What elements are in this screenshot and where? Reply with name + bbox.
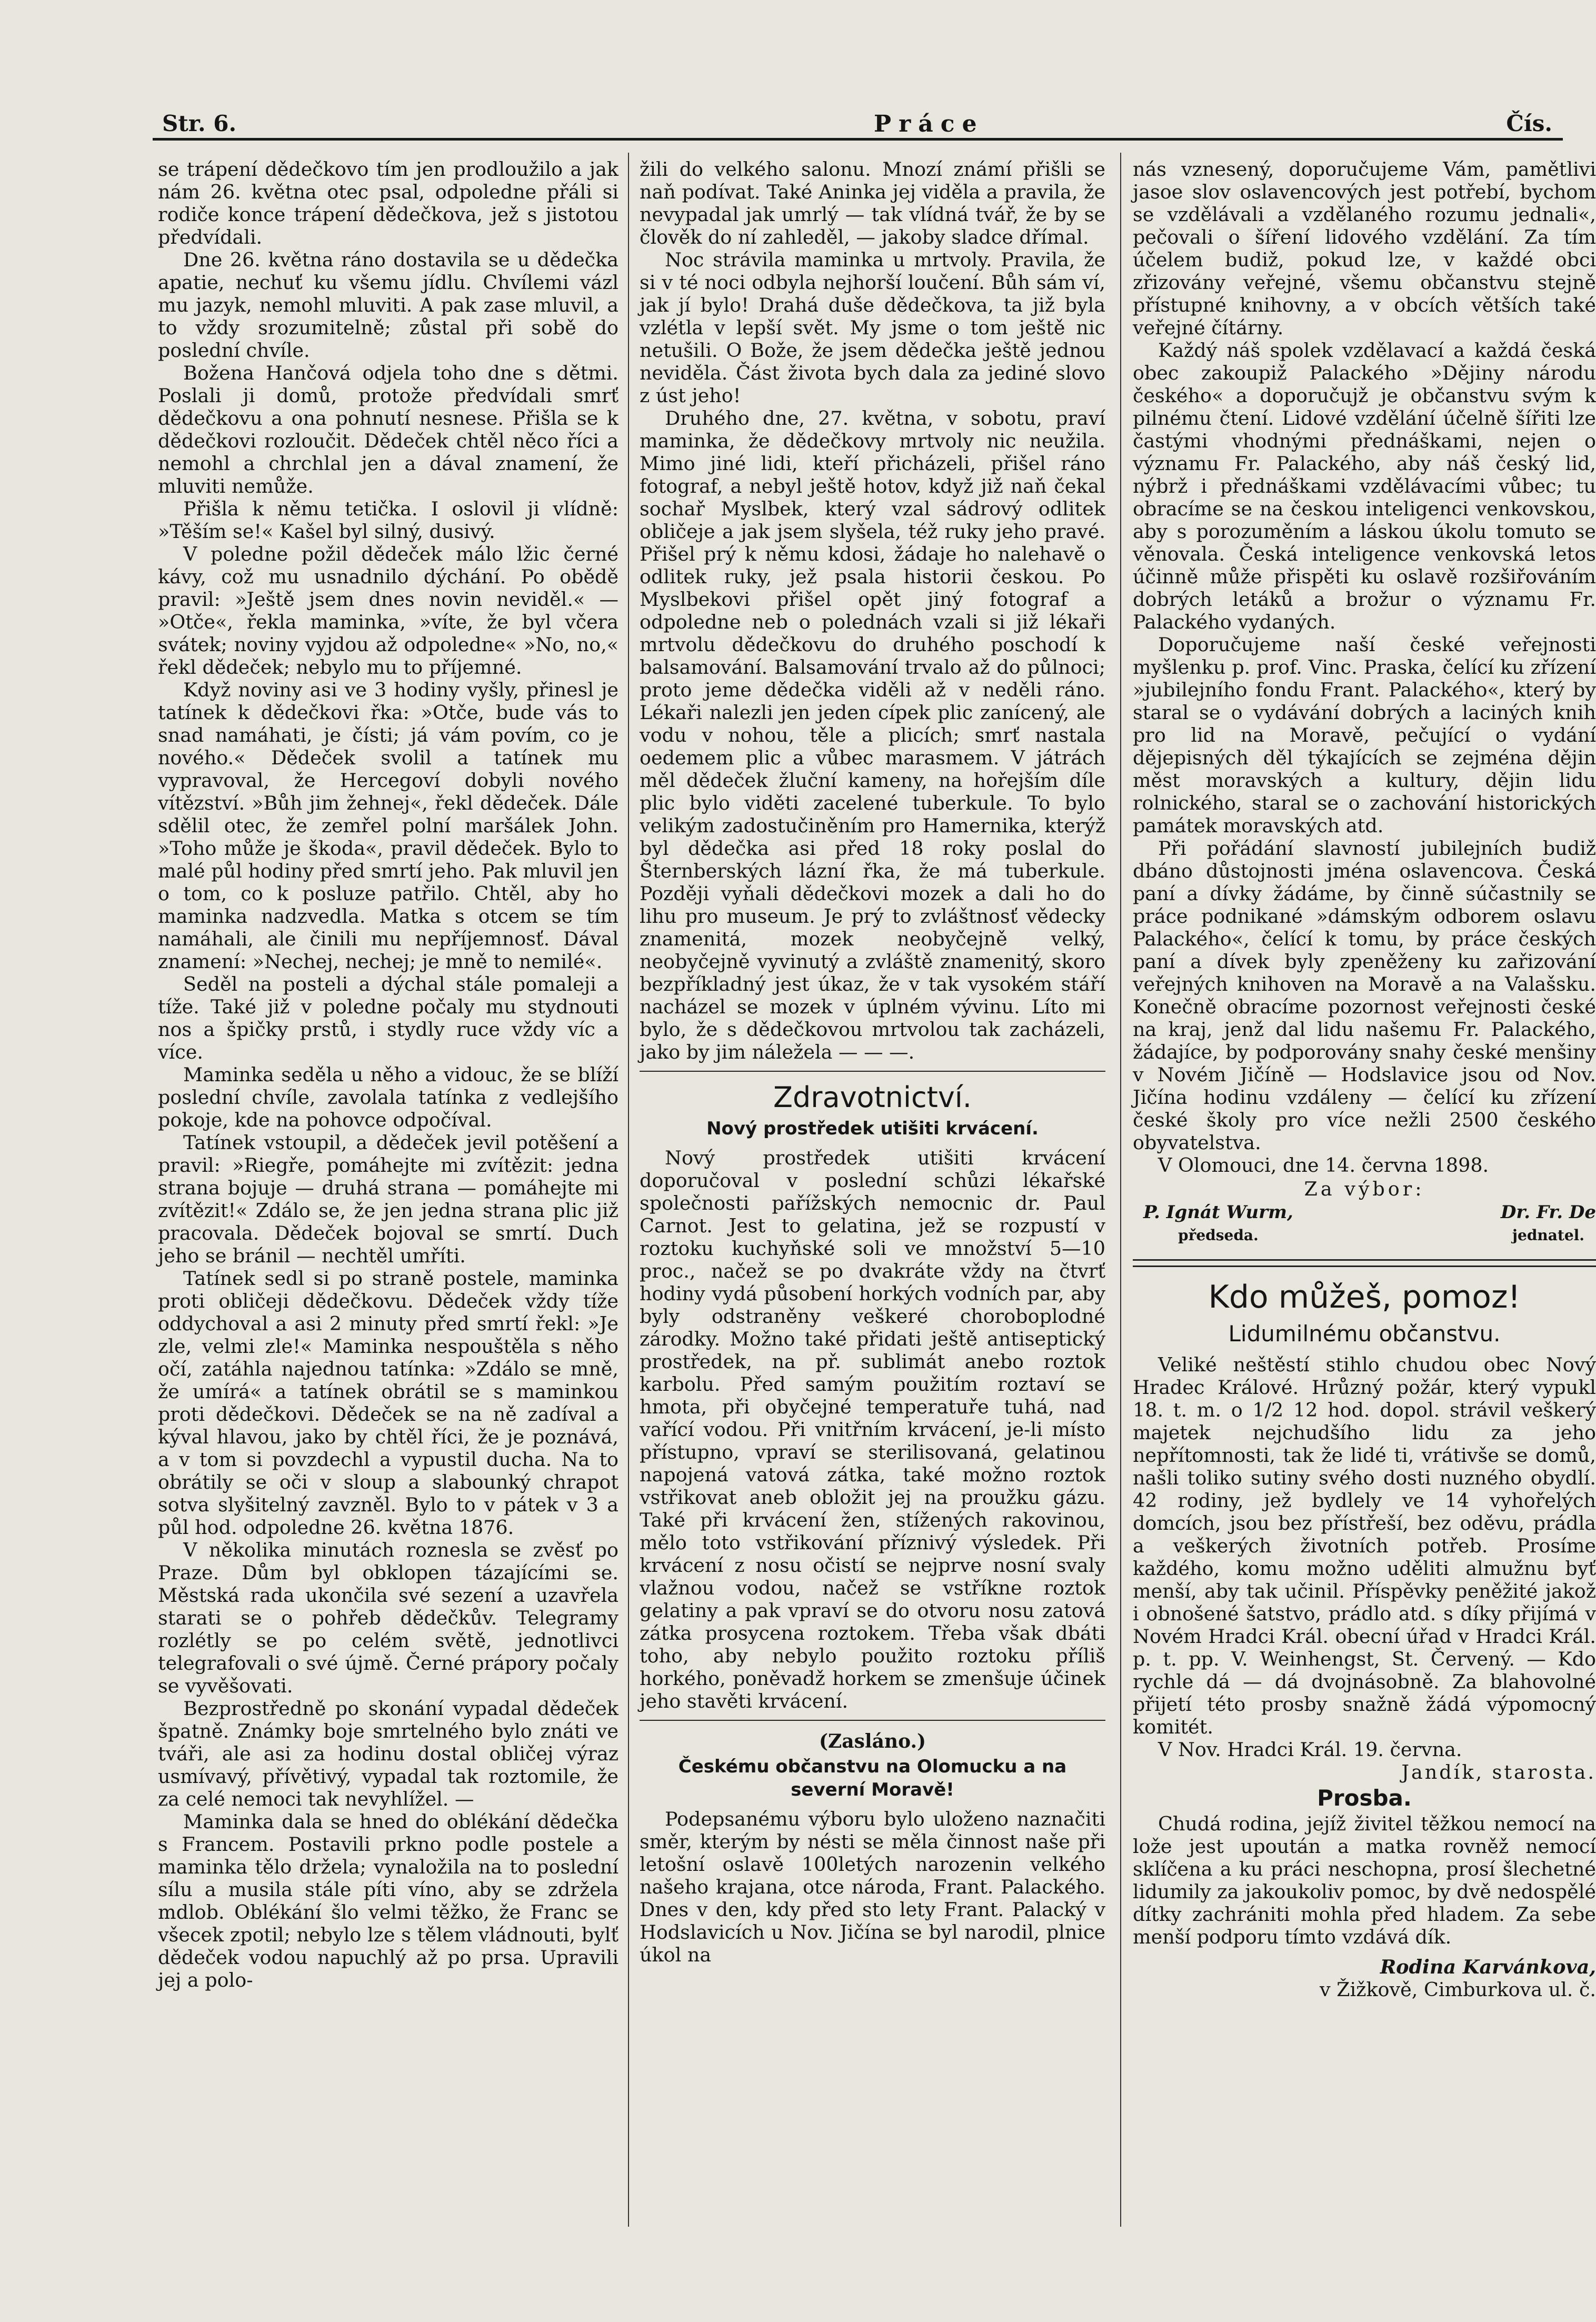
paragraph: Dne 26. května ráno dostavila se u dědečka apatie, nechuť ku všemu jídlu. Chvílemi vázl mu jazyk, nemohl mluviti. A pak zase mluvil, a to vždy srozumitelně; zůstal při sobě do poslední chvíle. (158, 248, 619, 362)
paragraph: Božena Hančová odjela toho dne s dětmi. Poslali ji domů, protože předvídali smrť dědečkovu a ona pohnutí nesnese. Přišla se k dědečkovi rozloučit. Dědeček chtěl něco říci a nemohl a chrchlal jen a dával znamení, že mluviti nemůže. (158, 362, 619, 497)
signature-left (1143, 1201, 1293, 1247)
paragraph: se trápení dědečkovo tím jen prodloužilo a jak nám 26. května otec psal, odpoledne přáli si rodiče konce trápení dědečkova, jež s jistotou předvídali. (158, 158, 619, 248)
paragraph: Nový prostředek utišiti krvácení doporučoval v poslední schůzi lékařské společnosti pařížských nemocnic dr. Paul Carnot. Jest to gelatina, jež se rozpustí v roztoku kuchyňské soli ve množství 5—10 proc., načež se po dvakráte vždy na čtvrť hodiny vydá působení horkých vodních par, aby byly odstraněny veškeré choroboplodné zárodky. Možno také přidati ještě antiseptický prostředek, na př. sublimát anebo roztok karbolu. Před samým použitím roztaví se hmota, při obyčejné temperatuře tuhá, nad vařící vodou. Při vnitřním krvácení, je-li místo přístupno, vpraví se sterilisovaná, gelatinou napojená vatová zátka, také možno roztok vstřikovat aneb obložit jej na proužku gázu. Také při krvácení žen, stížených rakovinou, mělo toto vstřikování příznivý výsledek. Při krvácení z nosu očistí se nejprve nosní svaly vlažnou vodou, načež se vstříkne roztok gelatiny a pak vpraví se do otvoru nosu zatová zátka prosycena roztokem. Třeba však dbáti toho, aby nebylo použito roztoku příliš horkého, poněvadž horkem se zmenšuje účinek jeho stavěti krvácení. (640, 1147, 1105, 1712)
section-rule (640, 1720, 1105, 1721)
signer-name: Rodina Karvánkova, (1380, 1956, 1596, 1978)
column-3 (1133, 158, 1596, 2001)
appeal-subheadline: Lidumilnému občanstvu. (1228, 1321, 1501, 1347)
masthead-title: Práce (874, 111, 984, 137)
column-divider (628, 153, 629, 2227)
dateline: V Olomouci, dne 14. června 1898. (1158, 1154, 1489, 1177)
signer-role: jednatel. (1512, 1227, 1585, 1244)
paragraph: Seděl na posteli a dýchal stále pomaleji a tíže. Také již v poledne počaly mu stydnouti nos a špičky prstů, i stydly ruce vždy víc a více. (158, 973, 619, 1063)
paragraph: Bezprostředně po skonání vypadal dědeček špatně. Známky boje smrtelného bylo znáti ve tváři, ale asi za hodinu dostal obličej výraz usmívavý, přívětivý, vypadal tak roztomile, že za celé nemoci tak nevyhlížel. — (158, 1697, 619, 1810)
paragraph: Druhého dne, 27. května, v sobotu, praví maminka, že dědečkovy mrtvoly nic neužila. Mimo jiné lidi, kteří přicházeli, přišel ráno fotograf, a nebyl ještě hotov, když již naň čekal sochař Myslbek, který vzal sádrový odlitek obličeje a jak jsem slyšela, též ruky jeho pravé. Přišel prý k němu kdosi, žádaje ho nalehavě o odlitek ruky, jež psala historii českou. Po Myslbekovi přišel opět jiný fotograf a odpoledne neb o polednách vzali si již lékaři mrtvolu dědečkovu do druhého poschodí k balsamování. Balsamování trvalo až do půlnoci; proto jeme dědečka viděli až v neděli ráno. Lékaři nalezli jen jeden cípek plic zanícený, ale vodu v nohou, těle a plicích; smrť nastala oedemem plic a vůbec marasmem. V játrách měl dědeček žluční kameny, na hořejším díle plic bylo viděti zacelené tuberkule. To bylo velikým zadostučiněním pro Hamernika, kterýž byl dědečka asi před 18 roky poslal do Šternberských lázní řka, že má tuberkule. Později vyňali dědečkovi mozek a dali ho do lihu pro museum. Je prý to zvláštnosť vědecky znamenitá, mozek neobyčejně velký, neobyčejně vyvinutý a zvláště znamenitý, skoro bezpříkladný jest úkaz, že v tak vysokém stáří nacházel se mozek v úplném vývinu. Líto mi bylo, že s dědečkovou mrtvolou tak zacházeli, jako by jim náležela — — —. (640, 407, 1105, 1063)
signer: Jandík, starosta. (1401, 1761, 1596, 1783)
dateline: V Nov. Hradci Král. 19. června. (1158, 1738, 1462, 1761)
paragraph: Každý náš spolek vzdělavací a každá česká obec zakoupiž Palackého »Dějiny národu českého« a doporučujž je občanstvu svým k pilnému čtení. Lidové vzdělání účelně šířiti lze častými vhodnými přednáškami, nejen o významu Fr. Palackého, aby náš český lid, nýbrž i přednáškami vzdělávacími vůbec; tu obracíme se na českou inteligenci venkovskou, aby s porozuměním a láskou úkolu tomuto se věnovala. Česká inteligence venkovská letos účinně může přispěti ku oslavě rozšiřováním dobrých letáků a brožur o významu Fr. Palackého vydaných. (1133, 339, 1596, 633)
paragraph: Podepsanému výboru bylo uloženo naznačiti směr, kterým by nésti se měla činnost naše při letošní oslavě 100letých narozenin velkého našeho krajana, otce národa, Frant. Palackého. Dnes v den, kdy před sto lety Frant. Palacký v Hodslavicích u Nov. Jičína se byl narodil, plnice úkol na (640, 1808, 1105, 1966)
paragraph: Chudá rodina, jejíž živitel těžkou nemocí na lože jest upoután a matka rovněž nemocí sklíčena a ku práci neschopna, prosí šlechetné lidumily za jakoukoliv pomoc, by dvě nedospělé dítky zachrániti mohla před hladem. Za sebe menší podporu tímto vzdává dík. (1133, 1812, 1596, 1948)
page-header (153, 103, 1563, 140)
paragraph: Doporučujeme naší české veřejnosti myšlenku p. prof. Vinc. Praska, čelící ku zřízení »jubilejního fondu Frant. Palackého«, který by staral se o vydávání dobrých a laciných knih pro lid na Moravě, pečující o vydání dějepisných děl týkajících se zejména dějin měst moravských a kultury, dějin lidu rolnického, staral se o zachování historických památek moravských atd. (1133, 633, 1596, 837)
issue-number: Čís. (1506, 111, 1552, 136)
paragraph: žili do velkého salonu. Mnozí známí přišli se naň podívat. Také Aninka jej viděla a pravila, že nevypadal jak umrlý — tak vlídná tvář, že by se člověk do ní zahleděl, — jakoby sladce dřímal. (640, 158, 1105, 248)
header-rule (153, 138, 1563, 141)
page-number: Str. 6. (162, 111, 237, 136)
paragraph: Maminka seděla u něho a vidouc, že se blíží poslední chvíle, zavolala tatínka z vedlejšího pokoje, kde na pohovce odpočíval. (158, 1063, 619, 1131)
section-title: Zdravotnictví. (773, 1081, 972, 1114)
article-title: Českému občanstvu na Olomucku a na severní Moravě! (678, 1756, 1067, 1800)
signer-address: v Žižkově, Cimburkova ul. č. (1319, 1978, 1596, 2001)
section-rule (640, 1071, 1105, 1072)
paragraph: nás vznesený, doporučujeme Vám, pamětlivi jasoe slov oslavencových jest potřebí, bychom se vzdělávali a vzdělaného rozumu jednali«, pečovali o šíření lidového vzdělání. Za tím účelem budiž, pokud lze, v každé obci zřizovány veřejné, všemu občanstvu stejně přístupné knihovny, a v obcích větších také veřejné čítárny. (1133, 158, 1596, 339)
signature-right (1501, 1201, 1596, 1247)
column-divider (1120, 153, 1121, 2227)
committee-label: Za výbor: (1304, 1178, 1425, 1200)
paragraph: Tatínek vstoupil, a dědeček jevil potěšení a pravil: »Riegře, pomáhejte mi zvítězit: jedna strana bojuje — druhá strana — pomáhejte mi zvítězit!« Zdálo se, že jen jedna strana plic již pracovala. Dědeček bojoval se smrtí. Duch jeho se bránil — nechtěl umříti. (158, 1131, 619, 1267)
article-title: Prosba. (1317, 1785, 1412, 1811)
paragraph: V několika minutách roznesla se zvěsť po Praze. Dům byl obklopen tázajícími se. Městská rada ukončila své sezení a uzavřela starati se o pohřeb dědečkův. Telegramy rozlétly se po celém světě, jednotlivci telegrafovali o své újmě. Černé prápory počaly se vyvěšovati. (158, 1539, 619, 1697)
signer-name: P. Ignát Wurm, (1143, 1202, 1293, 1223)
section-rule (1133, 1259, 1596, 1267)
column-2 (640, 158, 1105, 1966)
article-title: Nový prostředek utišiti krvácení. (706, 1118, 1039, 1139)
paragraph: Při pořádání slavností jubilejních budiž dbáno důstojnosti jména oslavencova. Česká paní a dívky žádáme, by činně súčastnily se práce podnikané »dámským odborem oslavu Palackého«, čelící k tomu, by práce českých paní a dívek byly zpeněženy ku zařizování veřejných knihoven na Moravě a na Valašsku. Konečně obracíme pozornost veřejnosti české na kraj, jenž dal lidu našemu Fr. Palackého, žádajíce, by podporovány snahy české menšiny v Novém Jičíně — Hodslavice jsou od Nov. Jičína hodinu vzdáleny — čelící ku zřízení české školy pro více nežli 2500 českého obyvatelstva. (1133, 837, 1596, 1154)
signatures (1133, 1201, 1596, 1249)
signer-name: Dr. Fr. De (1500, 1202, 1596, 1223)
column-1 (158, 158, 619, 1991)
paragraph: Tatínek sedl si po straně postele, maminka proti obličeji dědečkovu. Dědeček vždy tíže oddychoval a asi 2 minuty před smrtí řekl: »Je zle, velmi zle!« Maminka nespouštěla s něho očí, zatáhla najednou tatínka: »Zdálo se mně, že umírá« a tatínek obrátil se s maminkou proti dědečkovi. Dědeček se na ně zadíval a kýval hlavou, jako by chtěl říci, že je poznává, a v tom si povzdechl a vypustil ducha. Na to obrátily se oči v sloup a slabounký chrapot sotva slyšitelný zavzněl. Bylo to v pátek v 3 a půl hod. odpoledne 26. května 1876. (158, 1267, 619, 1539)
paragraph: Když noviny asi ve 3 hodiny vyšly, přinesl je tatínek k dědečkovi řka: »Otče, bude vás to snad namáhati, je čísti; já vám povím, co je nového.« Dědeček svolil a tatínek mu vypravoval, že Hercegoví dobyli nového vítězství. »Bůh jim žehnej«, řekl dědeček. Dále sdělil otec, že zemřel polní maršálek John. »Toho může je škoda«, pravil dědeček. Bylo to malé půl hodiny před smrtí jeho. Pak mluvil jen o tom, co k posluze patřilo. Chtěl, aby ho maminka nadzvedla. Matka s otcem se tím namáhali, ale činili mu nepříjemnosť. Dával znamení: »Nechej, nechej; je mně to nemilé«. (158, 679, 619, 973)
section-label: (Zasláno.) (819, 1730, 926, 1752)
paragraph: Veliké neštěstí stihlo chudou obec Nový Hradec Králové. Hrůzný požár, který vypukl 18. t. m. o 1/2 12 hod. dopol. strávil veškerý majetek nejchudšího lidu za jeho nepřítomnosti, tak že lidé ti, vrátivše se domů, našli toliko sutiny svého dosti nuzného obydlí. 42 rodiny, jež bydlely ve 14 vyhořelých domcích, jsou bez přístřeší, bez oděvu, prádla a veškerých životních potřeb. Prosíme každého, komu možno uděliti almužnu byť menší, aby tak učinil. Příspěvky peněžité jakož i obnošené šatstvo, prádlo atd. s díky přijímá v Novém Hradci Král. obecní úřad v Hradci Král. p. t. pp. V. Weinhengst, St. Červený. — Kdo rychle dá — dá dvojnásobně. Za blahovolné přijetí této prosby snažně žádá výpomocný komitét. (1133, 1353, 1596, 1738)
paragraph: V poledne požil dědeček málo lžic černé kávy, což mu usnadnilo dýchání. Po obědě pravil: »Ještě jsem dnes novin neviděl.« — »Otče«, řekla maminka, »víte, že byl včera svátek; noviny vyjdou až odpoledne« »No, no,« řekl dědeček; nebylo mu to příjemné. (158, 543, 619, 679)
paragraph: Přišla k němu tetička. I oslovil ji vlídně: »Těším se!« Kašel byl silný, dusivý. (158, 497, 619, 543)
paragraph: Maminka dala se hned do oblékání dědečka s Francem. Postavili prkno podle postele a maminka tělo držela; vynaložila na to poslední sílu a musila stále píti víno, aby se zdržela mdlob. Oblékání šlo velmi těžko, že Franc se všecek zpotil; nebylo lze s tělem vládnouti, bylť dědeček vodou napuchlý až po prsa. Upravili jej a polo- (158, 1810, 619, 1991)
appeal-headline: Kdo můžeš, pomoz! (1208, 1279, 1521, 1316)
signer-role: předseda. (1178, 1227, 1259, 1244)
paragraph: Noc strávila maminka u mrtvoly. Pravila, že si v té noci odbyla nejhorší loučení. Bůh sám ví, jak jí bylo! Drahá duše dědečkova, ta již byla vzlétla v lepší svět. My jsme o tom ještě nic netušili. O Bože, že jsem dědečka ještě jednou neviděla. Část života bych dala za jediné slovo z úst jeho! (640, 248, 1105, 407)
